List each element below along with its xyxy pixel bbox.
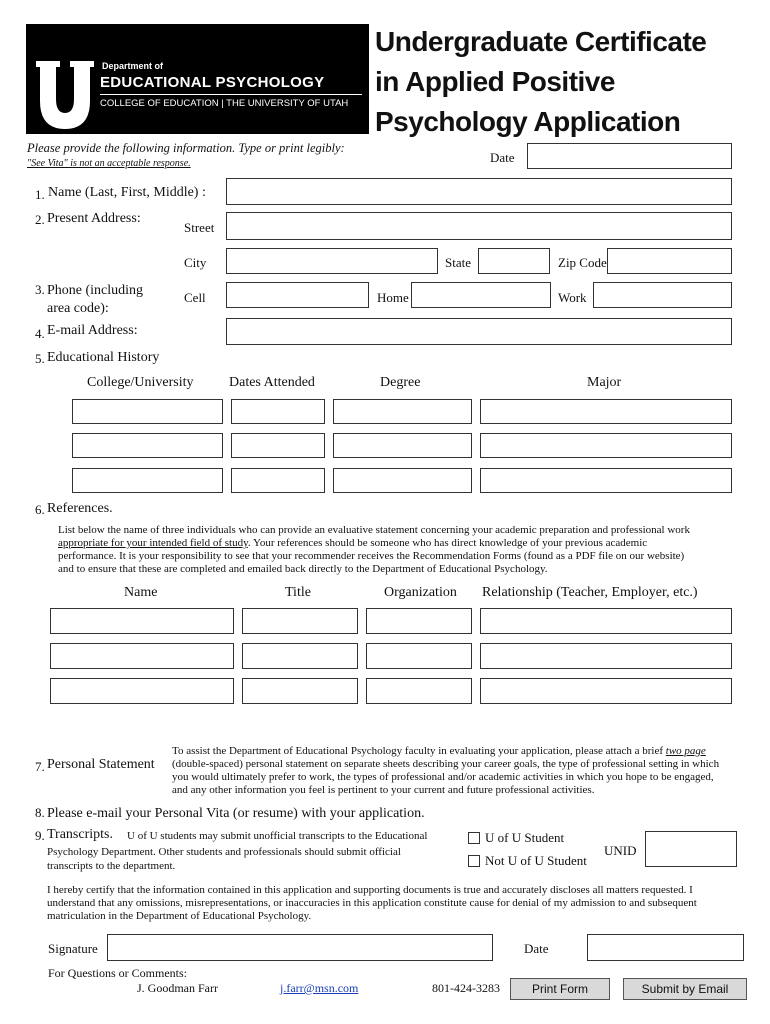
- edu-major-field[interactable]: [480, 468, 732, 493]
- state-label: State: [445, 255, 471, 270]
- certification-line1: I hereby certify that the information contained in this application and supporting documents is true and accurately discloses all matters requested. I: [47, 884, 693, 896]
- home-field[interactable]: [411, 282, 551, 308]
- transcripts-label: Transcripts.: [47, 827, 113, 842]
- instructions-note: "See Vita" is not an acceptable response.: [27, 158, 191, 169]
- logo-block: [26, 24, 369, 134]
- email-field[interactable]: [226, 318, 732, 345]
- edu-dates-field[interactable]: [231, 468, 325, 493]
- certification-line2: understand that any omissions, misrepresentations, or inaccuracies in this application constitute cause for denial of my admission to and subsequent: [47, 897, 697, 909]
- educational-history-label: Educational History: [47, 350, 160, 365]
- edu-degree-field[interactable]: [333, 399, 472, 424]
- references-text-line1: List below the name of three individuals who can provide an evaluative statement concerning your academic preparation and professional work: [58, 524, 690, 536]
- contact-email-link[interactable]: j.farr@msn.com: [280, 981, 359, 995]
- personal-statement-line1-text: To assist the Department of Educational Psychology faculty in evaluating your application, please attach a brief: [172, 745, 664, 757]
- edu-college-field[interactable]: [72, 433, 223, 458]
- ref-title-field[interactable]: [242, 678, 358, 704]
- references-text-line2: [58, 537, 738, 550]
- ref-col-title: Title: [285, 585, 311, 600]
- contact-name: J. Goodman Farr: [137, 981, 218, 995]
- transcripts-text-line2: Psychology Department. Other students and professionals should submit official: [47, 846, 401, 858]
- city-field[interactable]: [226, 248, 438, 274]
- signature-date-field[interactable]: [587, 934, 744, 961]
- ref-title-field[interactable]: [242, 643, 358, 669]
- ref-organization-field[interactable]: [366, 608, 472, 634]
- work-label: Work: [558, 290, 587, 305]
- name-field[interactable]: [226, 178, 732, 205]
- section9-number: 9.: [35, 828, 45, 843]
- date-label: Date: [490, 150, 515, 165]
- submit-by-email-button[interactable]: Submit by Email: [623, 978, 747, 1000]
- university-u-logo: [34, 59, 96, 131]
- personal-statement-instructions: [172, 745, 747, 797]
- ref-relationship-field[interactable]: [480, 608, 732, 634]
- uofu-student-checkbox[interactable]: [468, 832, 480, 844]
- edu-degree-field[interactable]: [333, 433, 472, 458]
- ref-name-field[interactable]: [50, 643, 234, 669]
- ref-organization-field[interactable]: [366, 678, 472, 704]
- ref-title-field[interactable]: [242, 608, 358, 634]
- work-field[interactable]: [593, 282, 732, 308]
- ref-name-field[interactable]: [50, 678, 234, 704]
- signature-date-label: Date: [524, 941, 549, 956]
- uofu-student-label: U of U Student: [485, 830, 565, 845]
- section1-number: 1.: [35, 187, 45, 202]
- contact-heading: For Questions or Comments:: [48, 966, 188, 980]
- edu-col-college: College/University: [87, 375, 194, 390]
- personal-statement-line2: (double-spaced) personal statement on separate sheets describing your career goals, the type of professional setting in which: [172, 758, 720, 770]
- edu-degree-field[interactable]: [333, 468, 472, 493]
- ref-relationship-field[interactable]: [480, 643, 732, 669]
- ref-relationship-field[interactable]: [480, 678, 732, 704]
- transcripts-text-line1: U of U students may submit unofficial transcripts to the Educational: [127, 830, 428, 842]
- cell-field[interactable]: [226, 282, 369, 308]
- certification-text: [47, 884, 747, 923]
- city-label: City: [184, 255, 207, 270]
- edu-dates-field[interactable]: [231, 433, 325, 458]
- two-page-emphasis: two page: [665, 745, 706, 757]
- address-label: Present Address:: [47, 211, 141, 226]
- personal-statement-line1: [172, 745, 747, 758]
- references-instructions: [58, 524, 738, 576]
- name-label: Name (Last, First, Middle) :: [48, 185, 206, 200]
- edu-col-degree: Degree: [380, 375, 421, 390]
- references-text-underlined: appropriate for your intended field of study: [58, 537, 248, 549]
- ref-col-relationship: Relationship (Teacher, Employer, etc.): [482, 585, 698, 600]
- not-uofu-student-label: Not U of U Student: [485, 853, 587, 868]
- edu-dates-field[interactable]: [231, 399, 325, 424]
- personal-statement-line4: and any other information you feel is pertinent to your current and future professional activities.: [172, 784, 595, 796]
- street-field[interactable]: [226, 212, 732, 240]
- personal-statement-line3: you would ultimately prefer to work, the types of professional and/or academic activities in which you hope to be engaged,: [172, 771, 714, 783]
- section5-number: 5.: [35, 351, 45, 366]
- certification-line3: matriculation in the Department of Educational Psychology.: [47, 910, 312, 922]
- references-text-line3: performance. It is your responsibility to see that your recommender receives the Recommendation Forms (found as a PDF file on our website): [58, 550, 685, 562]
- ref-col-organization: Organization: [384, 585, 457, 600]
- references-label: References.: [47, 501, 113, 516]
- edu-college-field[interactable]: [72, 399, 223, 424]
- title-line1: Undergraduate Certificate: [375, 26, 707, 57]
- edu-major-field[interactable]: [480, 399, 732, 424]
- edu-col-major: Major: [587, 375, 622, 390]
- ref-organization-field[interactable]: [366, 643, 472, 669]
- unid-label: UNID: [604, 843, 637, 858]
- college-line: COLLEGE OF EDUCATION | THE UNIVERSITY OF UTAH: [100, 98, 349, 109]
- vita-instruction: Please e-mail your Personal Vita (or resume) with your application.: [47, 806, 425, 821]
- state-field[interactable]: [478, 248, 550, 274]
- edu-col-dates: Dates Attended: [229, 375, 315, 390]
- ref-name-field[interactable]: [50, 608, 234, 634]
- ref-col-name: Name: [124, 585, 158, 600]
- section8-number: 8.: [35, 805, 45, 820]
- street-label: Street: [184, 220, 215, 235]
- title-line2: in Applied Positive: [375, 66, 615, 97]
- signature-field[interactable]: [107, 934, 493, 961]
- page-title: [375, 22, 706, 142]
- section3-number: 3.: [35, 282, 45, 297]
- print-form-button[interactable]: Print Form: [510, 978, 610, 1000]
- zip-label: Zip Code: [558, 255, 607, 270]
- dept-line1: Department of: [102, 61, 164, 71]
- instructions-text: Please provide the following information. Type or print legibly:: [27, 141, 345, 155]
- cell-label: Cell: [184, 290, 206, 305]
- email-label: E-mail Address:: [47, 323, 138, 338]
- signature-label: Signature: [48, 941, 98, 956]
- section4-number: 4.: [35, 326, 45, 341]
- unid-field[interactable]: [645, 831, 737, 867]
- references-text-line2-rest: . Your references should be someone who has direct knowledge of your previous academic: [247, 537, 648, 549]
- date-field[interactable]: [527, 143, 732, 169]
- title-line3: Psychology Application: [375, 106, 681, 137]
- edu-major-field[interactable]: [480, 433, 732, 458]
- references-text-line4: and to ensure that these are completed and emailed back directly to the Department of Educational Psychology.: [58, 563, 548, 575]
- not-uofu-student-checkbox[interactable]: [468, 855, 480, 867]
- zip-field[interactable]: [607, 248, 732, 274]
- home-label: Home: [377, 290, 409, 305]
- section2-number: 2.: [35, 212, 45, 227]
- phone-label-line2: area code):: [47, 301, 109, 316]
- contact-phone: 801-424-3283: [432, 981, 500, 995]
- edu-college-field[interactable]: [72, 468, 223, 493]
- section7-number: 7.: [35, 759, 45, 774]
- section6-number: 6.: [35, 502, 45, 517]
- dept-line2: EDUCATIONAL PSYCHOLOGY: [100, 74, 325, 91]
- transcripts-text-line3: transcripts to the department.: [47, 860, 176, 872]
- personal-statement-label: Personal Statement: [47, 757, 155, 772]
- logo-divider: [100, 94, 362, 95]
- phone-label-line1: Phone (including: [47, 283, 144, 298]
